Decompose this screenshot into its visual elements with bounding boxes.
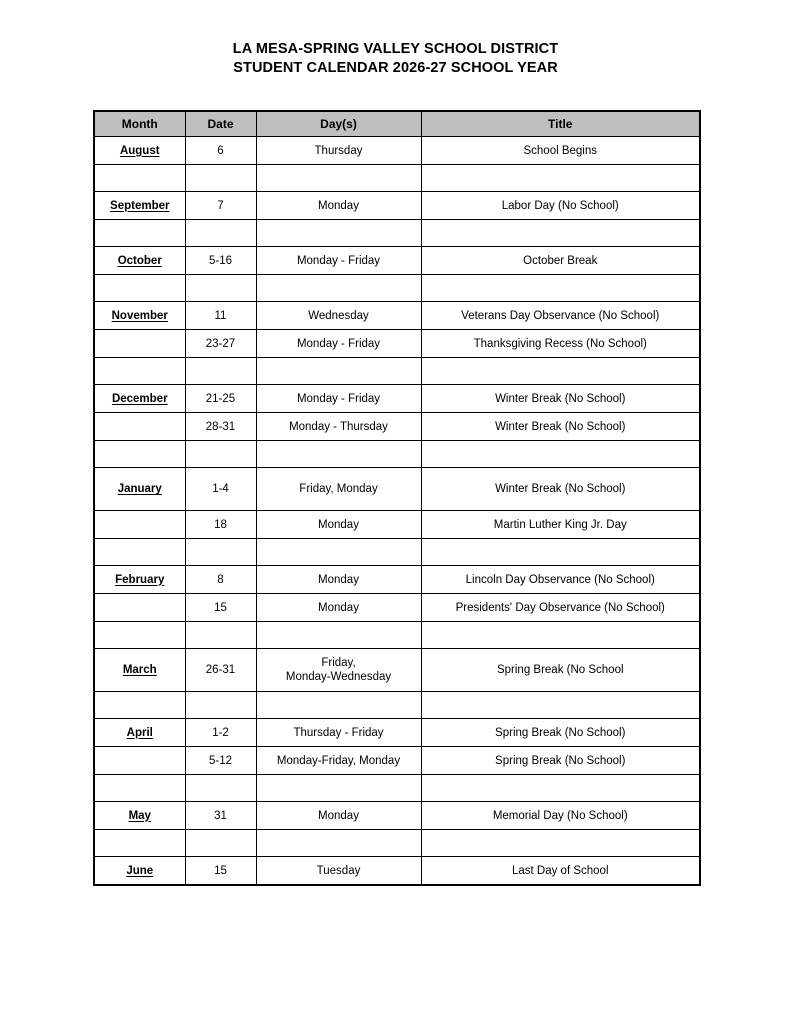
cell-date	[185, 830, 256, 857]
cell-title	[421, 775, 700, 802]
table-row	[94, 413, 700, 441]
cell-month	[94, 330, 185, 358]
cell-month: December	[94, 385, 185, 413]
cell-month	[94, 747, 185, 775]
cell-days	[256, 692, 421, 719]
cell-date: 8	[185, 566, 256, 594]
cell-month: August	[94, 137, 185, 165]
cell-month	[94, 511, 185, 539]
cell-date: 23-27	[185, 330, 256, 358]
column-header-date: Date	[185, 111, 256, 137]
page-title-line-1: LA MESA-SPRING VALLEY SCHOOL DISTRICT	[232, 41, 559, 57]
cell-days	[256, 165, 421, 192]
table-header-row	[94, 111, 700, 137]
cell-date	[185, 220, 256, 247]
cell-date: 1-4	[185, 468, 256, 511]
table-spacer-row	[94, 775, 700, 802]
table-spacer-row	[94, 622, 700, 649]
cell-days: Tuesday	[256, 857, 421, 886]
column-header-month: Month	[94, 111, 185, 137]
table-row	[94, 857, 700, 886]
cell-days	[256, 220, 421, 247]
cell-date: 6	[185, 137, 256, 165]
cell-month	[94, 622, 185, 649]
cell-days	[256, 441, 421, 468]
cell-days: Thursday - Friday	[256, 719, 421, 747]
cell-days: Monday	[256, 802, 421, 830]
cell-date	[185, 622, 256, 649]
student-calendar-table	[93, 110, 701, 886]
cell-date	[185, 692, 256, 719]
cell-date	[185, 358, 256, 385]
cell-days: Monday	[256, 192, 421, 220]
cell-month: March	[94, 649, 185, 692]
cell-date: 15	[185, 857, 256, 886]
cell-date: 18	[185, 511, 256, 539]
table-spacer-row	[94, 275, 700, 302]
cell-month	[94, 275, 185, 302]
cell-title	[421, 165, 700, 192]
table-row	[94, 330, 700, 358]
cell-month: November	[94, 302, 185, 330]
cell-date: 31	[185, 802, 256, 830]
cell-title: Spring Break (No School)	[421, 747, 700, 775]
cell-title: October Break	[421, 247, 700, 275]
cell-title	[421, 692, 700, 719]
cell-title: Labor Day (No School)	[421, 192, 700, 220]
cell-days	[256, 358, 421, 385]
table-row	[94, 802, 700, 830]
cell-days: Friday, Monday-Wednesday	[256, 649, 421, 692]
table-row	[94, 385, 700, 413]
cell-month	[94, 220, 185, 247]
cell-month	[94, 775, 185, 802]
table-spacer-row	[94, 441, 700, 468]
cell-date: 7	[185, 192, 256, 220]
cell-days: Monday	[256, 594, 421, 622]
cell-date: 26-31	[185, 649, 256, 692]
cell-days: Monday	[256, 511, 421, 539]
table-row	[94, 649, 700, 692]
column-header-days: Day(s)	[256, 111, 421, 137]
cell-days: Monday - Friday	[256, 247, 421, 275]
cell-month: June	[94, 857, 185, 886]
table-spacer-row	[94, 830, 700, 857]
cell-month	[94, 413, 185, 441]
cell-title: Thanksgiving Recess (No School)	[421, 330, 700, 358]
table-row	[94, 511, 700, 539]
cell-days: Monday - Friday	[256, 385, 421, 413]
cell-month: February	[94, 566, 185, 594]
cell-title: Last Day of School	[421, 857, 700, 886]
table-row	[94, 137, 700, 165]
cell-days	[256, 775, 421, 802]
cell-title: Lincoln Day Observance (No School)	[421, 566, 700, 594]
cell-title: Veterans Day Observance (No School)	[421, 302, 700, 330]
table-row	[94, 594, 700, 622]
table-spacer-row	[94, 220, 700, 247]
cell-month: September	[94, 192, 185, 220]
cell-title: Spring Break (No School)	[421, 719, 700, 747]
cell-days: Monday - Friday	[256, 330, 421, 358]
cell-date	[185, 441, 256, 468]
table-row	[94, 468, 700, 511]
table-row	[94, 566, 700, 594]
cell-date	[185, 165, 256, 192]
cell-days: Wednesday	[256, 302, 421, 330]
cell-title	[421, 275, 700, 302]
cell-title	[421, 441, 700, 468]
cell-title: Winter Break (No School)	[421, 468, 700, 511]
cell-days	[256, 830, 421, 857]
cell-days: Thursday	[256, 137, 421, 165]
cell-month	[94, 441, 185, 468]
cell-title	[421, 622, 700, 649]
cell-date	[185, 275, 256, 302]
cell-month	[94, 692, 185, 719]
cell-title: Winter Break (No School)	[421, 413, 700, 441]
cell-title	[421, 220, 700, 247]
cell-title: School Begins	[421, 137, 700, 165]
cell-date: 15	[185, 594, 256, 622]
cell-title	[421, 539, 700, 566]
cell-days: Monday-Friday, Monday	[256, 747, 421, 775]
cell-date: 5-16	[185, 247, 256, 275]
cell-days: Monday	[256, 566, 421, 594]
cell-title: Spring Break (No School	[421, 649, 700, 692]
cell-month	[94, 539, 185, 566]
cell-date: 21-25	[185, 385, 256, 413]
column-header-title: Title	[421, 111, 700, 137]
table-row	[94, 719, 700, 747]
cell-month	[94, 830, 185, 857]
cell-month: April	[94, 719, 185, 747]
page-title	[0, 40, 791, 78]
page-title-line-2: STUDENT CALENDAR 2026-27 SCHOOL YEAR	[233, 60, 558, 76]
table-header	[94, 111, 700, 137]
table-spacer-row	[94, 165, 700, 192]
table-spacer-row	[94, 692, 700, 719]
cell-title	[421, 830, 700, 857]
cell-title: Presidents' Day Observance (No School)	[421, 594, 700, 622]
cell-days: Monday - Thursday	[256, 413, 421, 441]
cell-title	[421, 358, 700, 385]
cell-date: 28-31	[185, 413, 256, 441]
cell-month	[94, 358, 185, 385]
cell-title: Memorial Day (No School)	[421, 802, 700, 830]
cell-month	[94, 594, 185, 622]
cell-title: Martin Luther King Jr. Day	[421, 511, 700, 539]
table-body	[94, 137, 700, 886]
cell-date	[185, 539, 256, 566]
table-row	[94, 192, 700, 220]
cell-date	[185, 775, 256, 802]
table-row	[94, 247, 700, 275]
cell-month: October	[94, 247, 185, 275]
cell-title: Winter Break (No School)	[421, 385, 700, 413]
cell-date: 5-12	[185, 747, 256, 775]
cell-month: May	[94, 802, 185, 830]
table-row	[94, 302, 700, 330]
cell-days	[256, 539, 421, 566]
cell-days	[256, 622, 421, 649]
table-spacer-row	[94, 539, 700, 566]
table-spacer-row	[94, 358, 700, 385]
cell-date: 11	[185, 302, 256, 330]
cell-month	[94, 165, 185, 192]
table-row	[94, 747, 700, 775]
cell-date: 1-2	[185, 719, 256, 747]
cell-month: January	[94, 468, 185, 511]
cell-days: Friday, Monday	[256, 468, 421, 511]
cell-days	[256, 275, 421, 302]
